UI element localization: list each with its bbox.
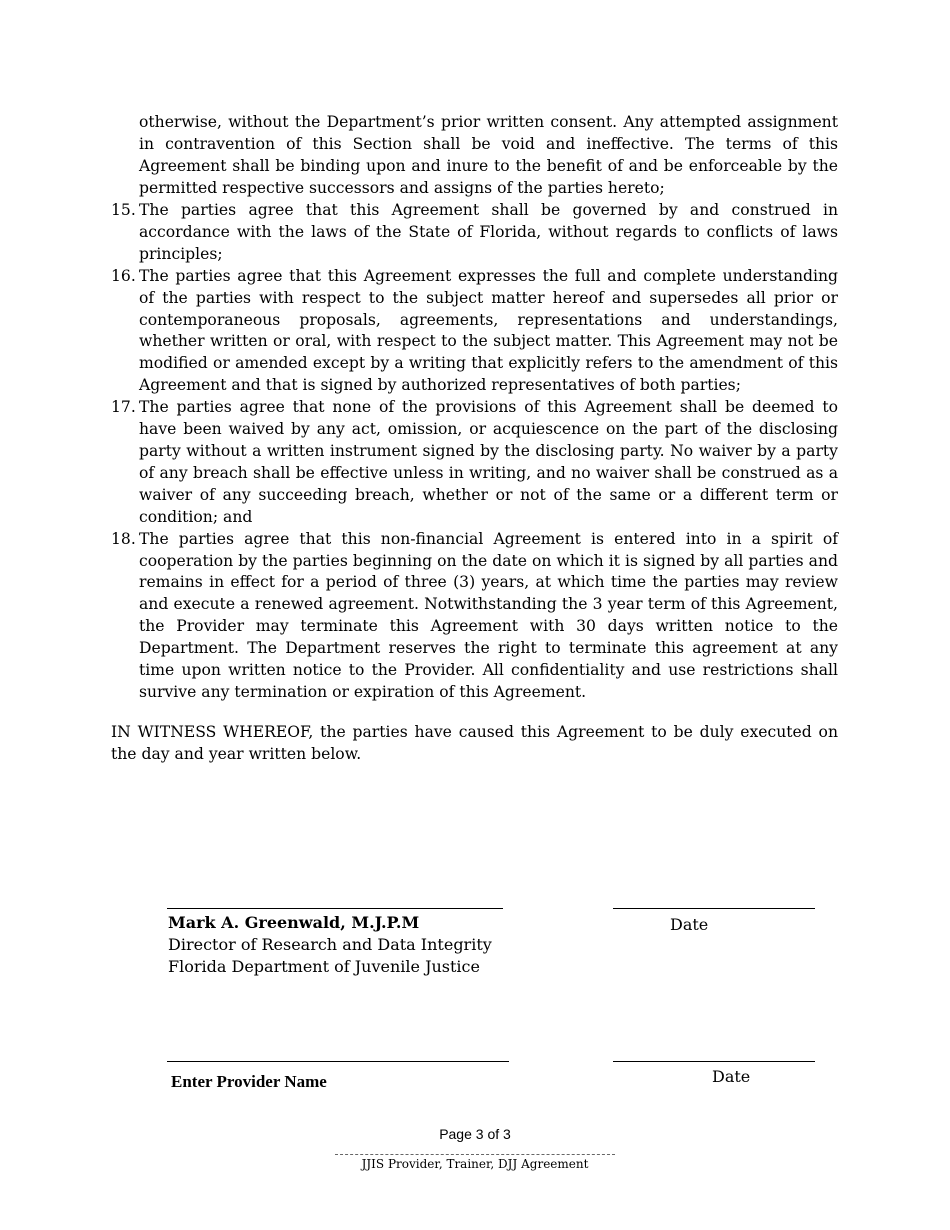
clause-18 (111, 529, 838, 704)
clause-number: 15. (111, 201, 136, 219)
clause-number: 16. (111, 266, 136, 285)
department-date-label: Date (670, 915, 709, 934)
department-date-line (613, 908, 815, 909)
clause-text: The parties agree that this Agreement expresses the full and complete understanding of the parties with respect to the subject matter hereof and supersedes all prior or contemporaneous proposals, agreements, representations and understandings, whether written or oral, with respect to the subject matter. This Agreement may not be modified or amended except by a writing that explicitly refers to the amendment of this Agreement and that is signed by authorized representatives of both parties; (139, 266, 838, 395)
clause-17 (111, 397, 838, 528)
assignment-clause-continuation: otherwise, without the Department’s prior written consent. Any attempted assignment in contravention of this Section shall be void and ineffective. The terms of this Agreement shall be binding upon and inure to the benefit of and be enforceable by the permitted respective successors and assigns of the parties hereto; (139, 113, 838, 197)
clause-list (111, 200, 838, 704)
clause-number: 18. (111, 529, 136, 548)
clause-15 (111, 200, 838, 266)
provider-date-label: Date (712, 1067, 751, 1086)
clause-list-wrapper (111, 200, 838, 704)
footer-document-title: JJIS Provider, Trainer, DJJ Agreement (361, 1157, 589, 1171)
witness-statement: IN WITNESS WHEREOF, the parties have caused this Agreement to be duly executed on the day and year written below. (111, 723, 838, 763)
department-signature-line (167, 908, 503, 909)
footer-divider (335, 1154, 615, 1155)
page-number: Page 3 of 3 (439, 1126, 511, 1142)
signatory-name: Mark A. Greenwald, M.J.P.M (168, 913, 420, 932)
provider-signature-line (167, 1061, 509, 1062)
provider-name: Enter Provider Name (171, 1072, 327, 1091)
clause-number: 17. (111, 398, 136, 417)
clause-text: The parties agree that this Agreement shall be governed by and construed in accordance with the laws of the State of Florida, without regards to conflicts of laws principles; (139, 201, 838, 263)
signatory-organization: Florida Department of Juvenile Justice (168, 957, 480, 976)
signatory-title: Director of Research and Data Integrity (168, 935, 492, 954)
provider-date-line (613, 1061, 815, 1062)
clause-16 (111, 266, 838, 397)
clause-text: The parties agree that none of the provisions of this Agreement shall be deemed to have been waived by any act, omission, or acquiescence on the part of the disclosing party without a written instrument signed by the disclosing party. No waiver by a party of any breach shall be effective unless in writing, and no waiver shall be construed as a waiver of any succeeding breach, whether or not of the same or a different term or condition; and (139, 398, 838, 526)
clause-text: The parties agree that this non-financial Agreement is entered into in a spirit of cooperation by the parties beginning on the date on which it is signed by all parties and remains in effect for a period of three (3) years, at which time the parties may review and execute a renewed agreement. Notwithstanding the 3 year term of this Agreement, the Provider may terminate this Agreement with 30 days written notice to the Department. The Department reserves the right to terminate this agreement at any time upon written notice to the Provider. All confidentiality and use restrictions shall survive any termination or expiration of this Agreement. (139, 529, 838, 701)
